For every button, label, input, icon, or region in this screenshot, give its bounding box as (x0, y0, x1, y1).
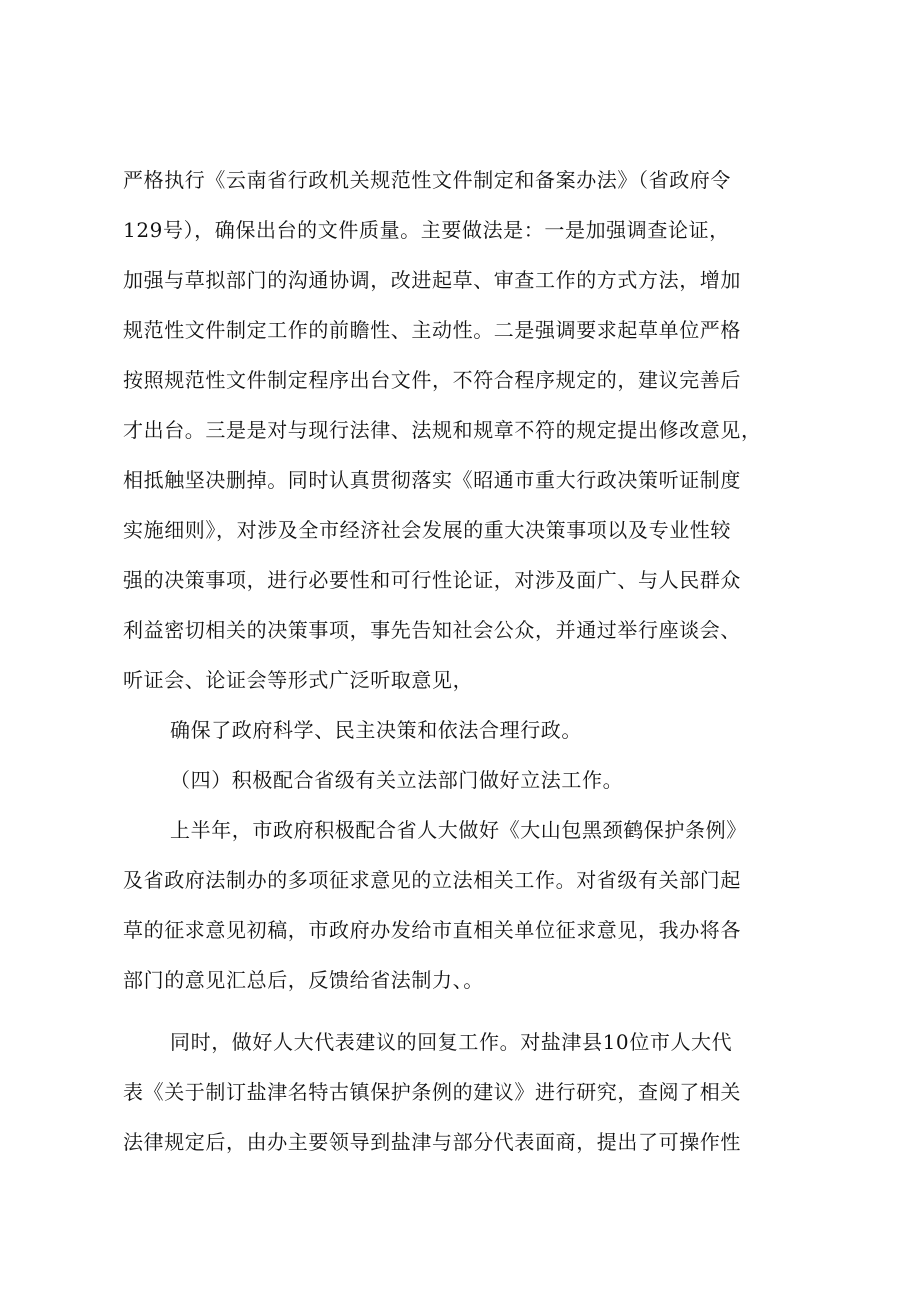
section-heading: （四）积极配合省级有关立法部门做好立法工作。 (170, 768, 624, 792)
text-line: 表《关于制订盐津名特古镇保护条例的建议》进行研究，查阅了相关 (123, 1080, 741, 1104)
text-line: 强的决策事项，进行必要性和可行性论证，对涉及面广、与人民群众 (123, 568, 741, 592)
text-line: 法律规定后，由办主要领导到盐津与部分代表面商，提出了可操作性 (123, 1130, 741, 1154)
text-line: 听证会、论证会等形式广泛听取意见， (123, 668, 474, 692)
text-line: 确保了政府科学、民主决策和依法合理行政。 (170, 718, 582, 742)
text-line: 实施细则》，对涉及全市经济社会发展的重大决策事项以及专业性较 (123, 518, 731, 542)
text-line: 利益密切相关的决策事项，事先告知社会公众，并通过举行座谈会、 (123, 618, 741, 642)
text-line: 129号），确保出台的文件质量。主要做法是：一是加强调查论证， (123, 218, 730, 242)
text-line: 严格执行《云南省行政机关规范性文件制定和备案办法》（省政府令 (123, 168, 731, 192)
text-line: 按照规范性文件制定程序出台文件，不符合程序规定的，建议完善后 (123, 368, 741, 392)
text-line: 同时，做好人大代表建议的回复工作。对盐津县10位市人大代 (170, 1030, 733, 1054)
text-line: 草的征求意见初稿，市政府办发给市直相关单位征求意见，我办将各 (123, 918, 741, 942)
text-line: 规范性文件制定工作的前瞻性、主动性。二是强调要求起草单位严格 (123, 318, 741, 342)
text-line: 上半年，市政府积极配合省人大做好《大山包黑颈鹤保护条例》 (170, 818, 747, 842)
text-line: 才出台。三是是对与现行法律、法规和规章不符的规定提出修改意见， (123, 418, 762, 442)
text-line: 及省政府法制办的多项征求意见的立法相关工作。对省级有关部门起 (123, 868, 741, 892)
text-line: 部门的意见汇总后，反馈给省法制力、。 (123, 968, 484, 992)
text-line: 加强与草拟部门的沟通协调，改进起草、审查工作的方式方法，增加 (123, 268, 741, 292)
text-line: 相抵触坚决删掉。同时认真贯彻落实《昭通市重大行政决策听证制度 (123, 468, 741, 492)
